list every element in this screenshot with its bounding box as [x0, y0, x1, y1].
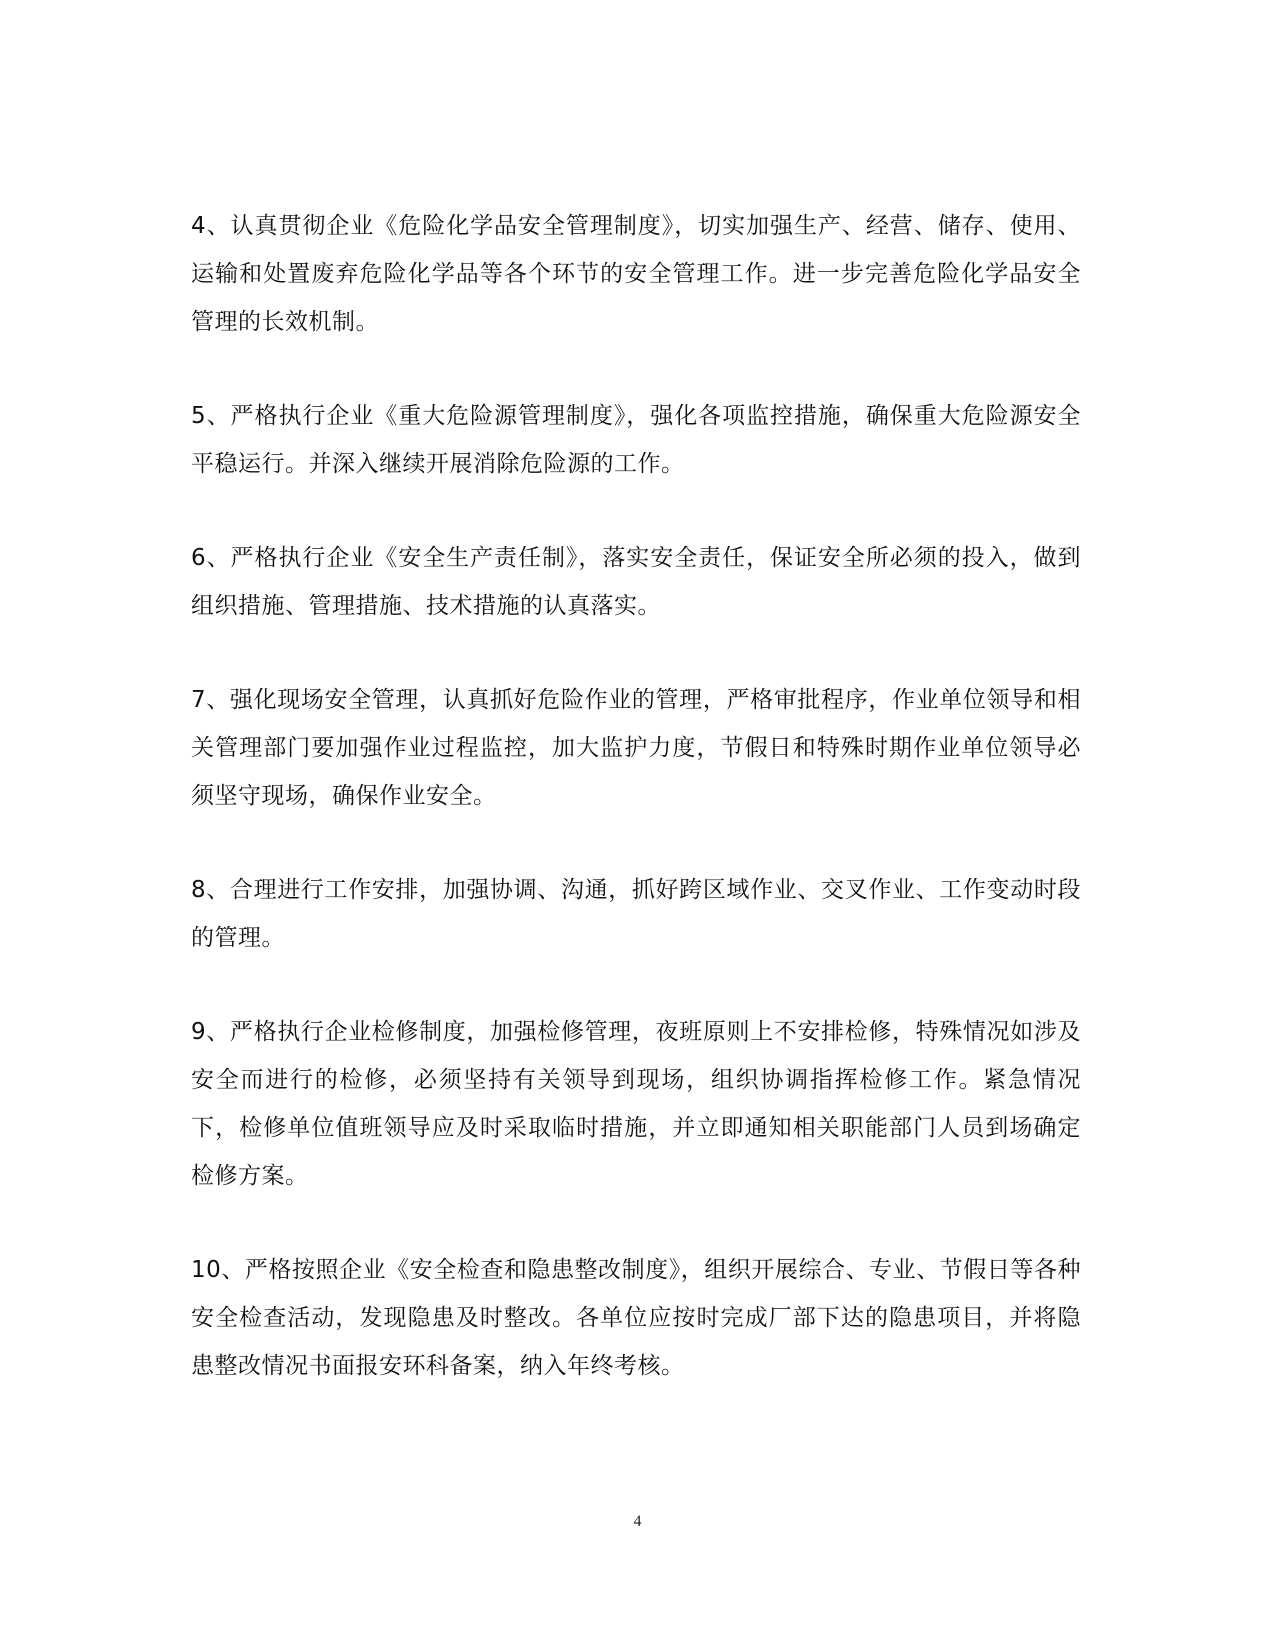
paragraph-item-8: 8、合理进行工作安排，加强协调、沟通，抓好跨区域作业、交叉作业、工作变动时段的管理。	[191, 877, 1081, 951]
paragraph-item-7: 7、强化现场安全管理，认真抓好危险作业的管理，严格审批程序，作业单位领导和相关管理部门要加强作业过程监控，加大监护力度，节假日和特殊时期作业单位领导必须坚守现场，确保作业安全。	[191, 687, 1081, 809]
paragraph-item-10: 10、严格按照企业《安全检查和隐患整改制度》，组织开展综合、专业、节假日等各种安全检查活动，发现隐患及时整改。各单位应按时完成厂部下达的隐患项目，并将隐患整改情况书面报安环科备案，纳入年终考核。	[191, 1257, 1081, 1379]
document-body	[191, 202, 1081, 1436]
page-number: 4	[633, 1513, 642, 1530]
paragraph-item-4: 4、认真贯彻企业《危险化学品安全管理制度》，切实加强生产、经营、储存、使用、运输和处置废弃危险化学品等各个环节的安全管理工作。进一步完善危险化学品安全管理的长效机制。	[191, 213, 1081, 335]
paragraph-item-9: 9、严格执行企业检修制度，加强检修管理，夜班原则上不安排检修，特殊情况如涉及安全而进行的检修，必须坚持有关领导到现场，组织协调指挥检修工作。紧急情况下，检修单位值班领导应及时采取临时措施，并立即通知相关职能部门人员到场确定检修方案。	[191, 1019, 1081, 1189]
paragraph-item-6: 6、严格执行企业《安全生产责任制》，落实安全责任，保证安全所必须的投入，做到组织措施、管理措施、技术措施的认真落实。	[191, 545, 1081, 619]
paragraph-item-5: 5、严格执行企业《重大危险源管理制度》，强化各项监控措施，确保重大危险源安全平稳运行。并深入继续开展消除危险源的工作。	[191, 403, 1081, 477]
